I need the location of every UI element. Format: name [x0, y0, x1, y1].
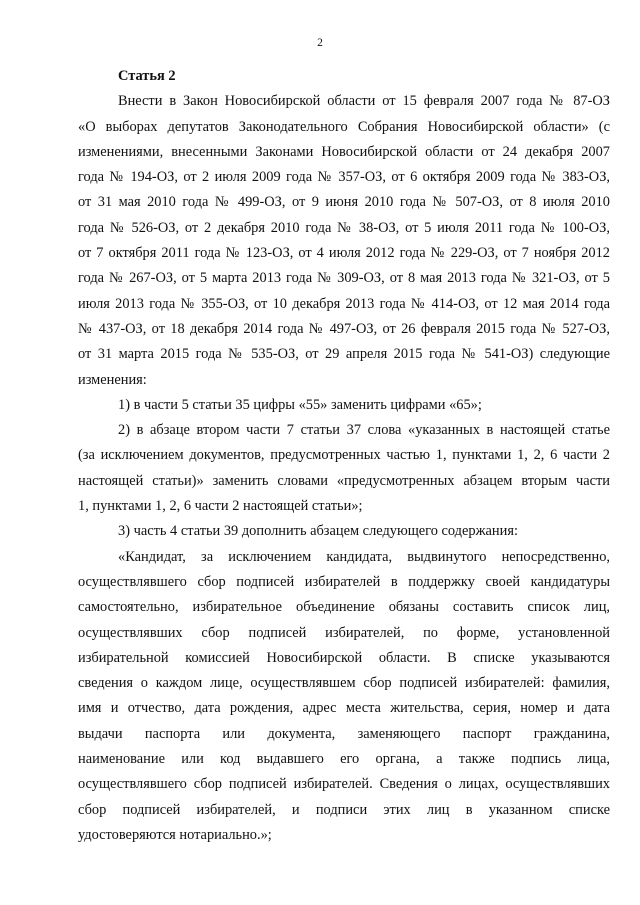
- article-heading: Статья 2: [118, 68, 176, 84]
- text-line: 2) в абзаце втором части 7 статьи 37 слова «указанных в настоящей статье: [118, 422, 610, 439]
- text-line: от 31 мая 2010 года № 499-ОЗ, от 9 июня 2010 года № 507-ОЗ, от 8 июля 2010: [78, 194, 610, 211]
- text-line: осуществлявшего сбор подписей избирателей в поддержку своей кандидатуры: [78, 573, 610, 590]
- text-line: избирательной комиссией Новосибирской области. В списке указываются: [78, 649, 610, 666]
- text-line: 1, пунктами 1, 2, 6 части 2 настоящей статьи»;: [78, 498, 363, 515]
- page-number: 2: [317, 37, 323, 49]
- document-body: [78, 64, 610, 848]
- text-line: изменения:: [78, 371, 147, 388]
- text-line: года № 194-ОЗ, от 2 июля 2009 года № 357-ОЗ, от 6 октября 2009 года № 383-ОЗ,: [78, 169, 610, 186]
- text-line: № 437-ОЗ, от 18 декабря 2014 года № 497-ОЗ, от 26 февраля 2015 года № 527-ОЗ,: [78, 320, 610, 337]
- item-2-paragraph: [78, 418, 610, 519]
- text-line: удостоверяются нотариально.»;: [78, 826, 272, 843]
- text-line: осуществлявших сбор подписей избирателей, по форме, установленной: [78, 624, 610, 641]
- text-line: года № 267-ОЗ, от 5 марта 2013 года № 309-ОЗ, от 8 мая 2013 года № 321-ОЗ, от 5: [78, 270, 610, 287]
- item-3-paragraph: [78, 519, 610, 544]
- text-line: от 31 марта 2015 года № 535-ОЗ, от 29 апреля 2015 года № 541-ОЗ) следующие: [78, 346, 610, 363]
- paragraphs-container: [78, 89, 610, 848]
- text-line: изменениями, внесенными Законами Новосибирской области от 24 декабря 2007: [78, 143, 610, 160]
- text-line: сбор подписей избирателей, и подписи этих лиц в указанном списке: [78, 801, 610, 818]
- text-line: года № 526-ОЗ, от 2 декабря 2010 года № 38-ОЗ, от 5 июля 2011 года № 100-ОЗ,: [78, 219, 610, 236]
- intro-paragraph: [78, 89, 610, 393]
- text-line: настоящей статьи)» заменить словами «предусмотренных абзацем вторым части: [78, 472, 610, 489]
- text-line: 1) в части 5 статьи 35 цифры «55» заменить цифрами «65»;: [118, 396, 482, 413]
- quoted-paragraph: [78, 545, 610, 849]
- text-line: от 7 октября 2011 года № 123-ОЗ, от 4 июля 2012 года № 229-ОЗ, от 7 ноября 2012: [78, 245, 610, 262]
- text-line: сведения о каждом лице, осуществлявшем сбор подписей избирателей: фамилия,: [78, 675, 610, 692]
- text-line: «О выборах депутатов Законодательного Собрания Новосибирской области» (с: [78, 118, 610, 135]
- text-line: имя и отчество, дата рождения, адрес места жительства, серия, номер и дата: [78, 700, 610, 717]
- text-line: (за исключением документов, предусмотренных частью 1, пунктами 1, 2, 6 части 2: [78, 447, 610, 464]
- item-1-paragraph: [78, 393, 610, 418]
- text-line: 3) часть 4 статьи 39 дополнить абзацем следующего содержания:: [118, 523, 518, 540]
- text-line: июля 2013 года № 355-ОЗ, от 10 декабря 2013 года № 414-ОЗ, от 12 мая 2014 года: [78, 295, 610, 312]
- text-line: самостоятельно, избирательное объединение обязаны составить список лиц,: [78, 599, 610, 616]
- text-line: выдачи паспорта или документа, заменяющего паспорт гражданина,: [78, 725, 610, 742]
- text-line: осуществлявшего сбор подписей избирателей. Сведения о лицах, осуществлявших: [78, 776, 610, 793]
- text-line: «Кандидат, за исключением кандидата, выдвинутого непосредственно,: [118, 548, 610, 565]
- text-line: наименование или код выдавшего его органа, а также подпись лица,: [78, 751, 610, 768]
- text-line: Внести в Закон Новосибирской области от 15 февраля 2007 года № 87-ОЗ: [118, 93, 610, 110]
